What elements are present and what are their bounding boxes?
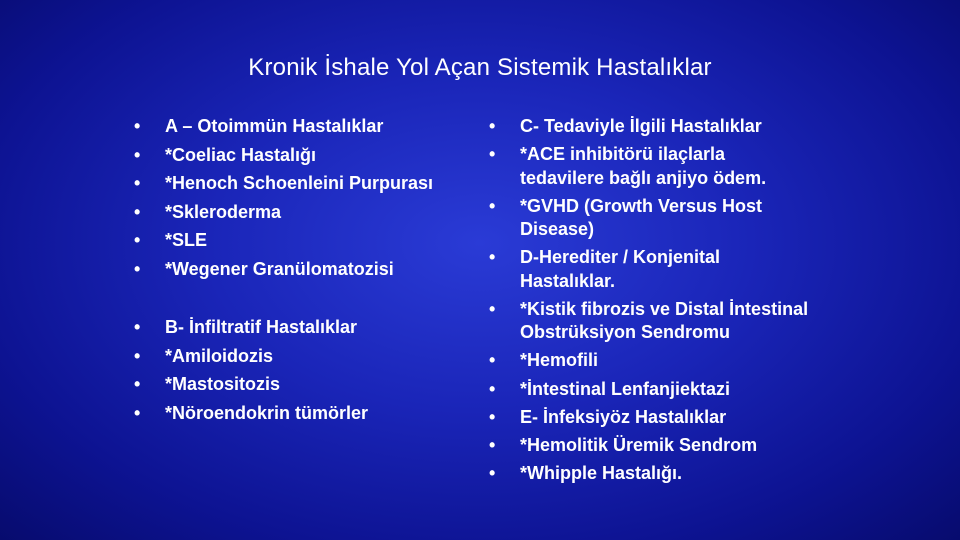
list-item: [134, 115, 475, 139]
bullet-icon: •: [134, 258, 141, 279]
bullet-icon: •: [134, 201, 141, 222]
list-item: [134, 172, 475, 196]
bullet-list-infiltrative: [134, 316, 475, 430]
bullet-icon: •: [489, 406, 496, 427]
list-item-text: A – Otoimmün Hastalıklar: [165, 116, 384, 136]
list-item-text: *Kistik fibrozis ve Distal İntestinal Obstrüksiyon Sendromu: [520, 298, 809, 343]
list-item: [489, 298, 810, 345]
list-item-text: *Nöroendokrin tümörler: [165, 402, 369, 423]
bullet-icon: •: [134, 345, 141, 366]
list-item: [489, 462, 810, 486]
list-item-text: *Mastositozis: [165, 374, 281, 394]
list-item-text: *ACE inhibitörü ilaçlarla tedavilere bağlı anjiyo ödem.: [520, 144, 767, 188]
list-item: [134, 402, 475, 426]
bullet-icon: •: [489, 144, 496, 165]
list-item-text: B- İnfiltratif Hastalıklar: [165, 317, 358, 337]
list-item-text: *Wegener Granülomatozisi: [165, 258, 394, 279]
bullet-icon: •: [489, 195, 496, 216]
bullet-icon: •: [489, 378, 496, 399]
list-item-text: E- İnfeksiyöz Hastalıklar: [520, 406, 727, 427]
list-item: [134, 201, 475, 225]
list-item: [489, 143, 810, 190]
list-item-text: *Amiloidozis: [165, 345, 274, 366]
bullet-icon: •: [134, 173, 141, 193]
list-item: [134, 316, 475, 340]
list-item: [134, 144, 475, 168]
list-item-text: *SLE: [165, 230, 208, 250]
list-item-text: *Coeliac Hastalığı: [165, 144, 317, 165]
bullet-icon: •: [134, 402, 141, 423]
list-item-text: *Hemofili: [520, 350, 599, 371]
list-item-text: *Skleroderma: [165, 201, 282, 222]
list-item-text: *Whipple Hastalığı.: [520, 462, 683, 483]
bullet-list-right-column: [489, 115, 810, 490]
list-item: [134, 345, 475, 369]
list-item-text: *Hemolitik Üremik Sendrom: [520, 434, 758, 455]
bullet-icon: •: [134, 144, 141, 165]
list-item: [134, 229, 475, 253]
list-item: [489, 246, 810, 293]
list-item: [489, 378, 810, 402]
bullet-icon: •: [489, 116, 496, 136]
list-item-text: *GVHD (Growth Versus Host Disease): [520, 195, 763, 240]
slide-title: Kronik İshale Yol Açan Sistemik Hastalıklar: [248, 54, 712, 81]
bullet-icon: •: [134, 116, 141, 136]
bullet-icon: •: [489, 350, 496, 371]
bullet-icon: •: [489, 462, 496, 483]
bullet-icon: •: [134, 374, 141, 394]
bullet-icon: •: [134, 317, 141, 337]
list-item: [489, 434, 810, 458]
bullet-icon: •: [489, 434, 496, 455]
bullet-icon: •: [489, 298, 496, 319]
list-item: [134, 373, 475, 397]
list-item: [489, 349, 810, 373]
list-item: [489, 195, 810, 242]
list-item-text: *İntestinal Lenfanjiektazi: [520, 378, 731, 399]
list-item: [134, 258, 475, 282]
list-item: [489, 115, 810, 139]
list-item: [489, 406, 810, 430]
list-item-text: C- Tedaviyle İlgili Hastalıklar: [520, 116, 762, 136]
bullet-list-autoimmune: [134, 115, 475, 286]
list-item-text: *Henoch Schoenleini Purpurası: [165, 173, 434, 193]
bullet-icon: •: [489, 247, 496, 268]
bullet-icon: •: [134, 230, 141, 250]
list-item-text: D-Herediter / Konjenital Hastalıklar.: [520, 247, 721, 291]
